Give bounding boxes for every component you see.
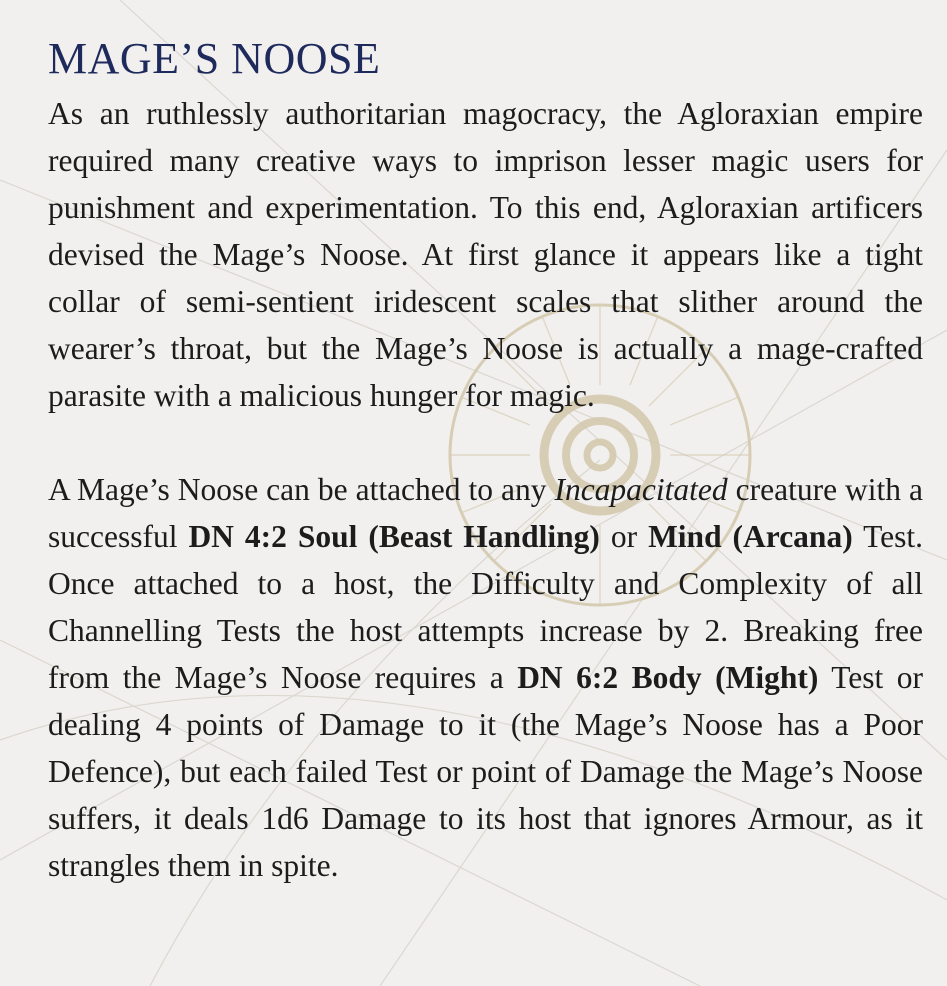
rules-text-1: A Mage’s Noose can be attached to any [48, 472, 555, 507]
rules-text-4: Test. Once attached to a host, the Difficulty and Complexity of all Channelling Tests the host attempts increase by 2. Breaking free from the Mage’s Noose requires a [48, 519, 924, 695]
test-body-might: DN 6:2 Body (Might) [517, 660, 819, 695]
intro-paragraph: As an ruthlessly authoritarian magocracy, the Agloraxian empire required many creative ways to imprison lesser magic users for punishment and experimentation. To this end, Agloraxian artificers devised the Mage’s Noose. At first glance it appears like a tight collar of semi-sentient iridescent scales that slither around the wearer’s throat, but the Mage’s Noose is actually a mage-crafted parasite with a malicious hunger for magic. [48, 96, 923, 413]
rules-text-2: creature with a successful [48, 472, 923, 554]
section-title: MAGE’S NOOSE [48, 34, 381, 83]
test-soul-beast-handling: DN 4:2 Soul (Beast Handling) [188, 519, 600, 554]
rules-text-3: or [599, 519, 649, 554]
condition-incapacitated: Incapacitated [554, 472, 728, 507]
document-page [48, 30, 923, 889]
rules-text-5: Test or dealing 4 points of Damage to it (the Mage’s Noose has a Poor Defence), but each failed Test or point of Damage the Mage’s Noose suffers, it deals 1d6 Damage to its host that ignores Armour, as it strangles them in spite. [48, 660, 923, 883]
rules-paragraph [48, 466, 923, 889]
test-mind-arcana: Mind (Arcana) [648, 519, 853, 554]
